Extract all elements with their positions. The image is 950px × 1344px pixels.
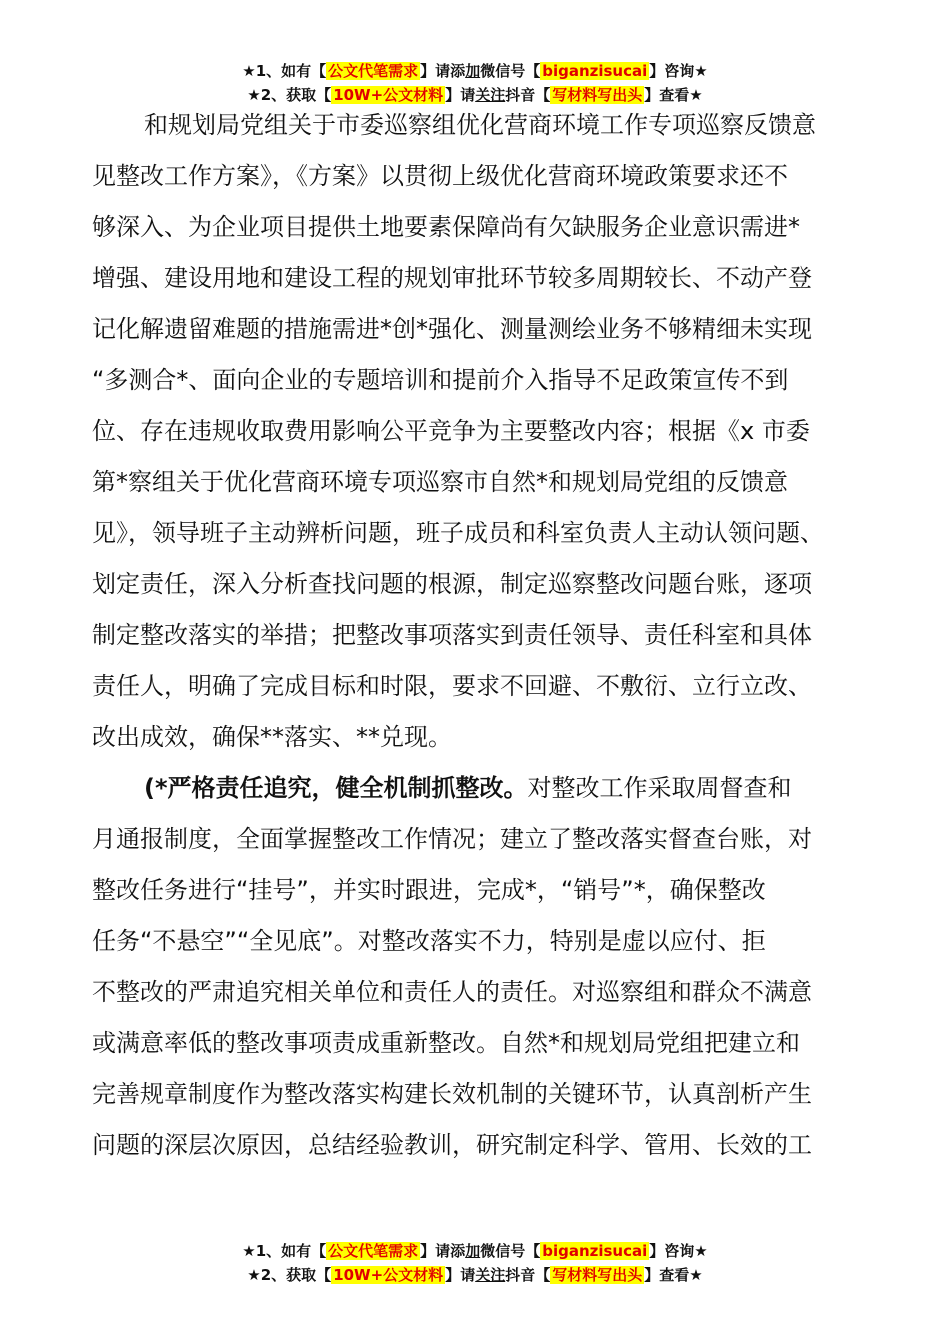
banner-text: 】请添: [420, 62, 466, 80]
banner-highlight: 10W+公文材料: [333, 86, 444, 104]
body-line: 问题的深层次原因，总结经验教训，研究制定科学、管用、长效的工: [92, 1131, 812, 1159]
banner-text: 】查看★: [644, 1266, 703, 1284]
banner-text: ★2、获取【: [247, 86, 332, 104]
banner-highlight: 公文代笔需求: [328, 62, 419, 80]
body-line: 见整改工作方案》，《方案》以贯彻上级优化营商环境政策要求还不: [92, 162, 788, 190]
banner-highlight: 写材料写出头: [552, 86, 643, 104]
body-line: 整改任务进行“挂号”，并实时跟进，完成*，“销号”*，确保整改: [92, 876, 766, 904]
banner-highlight: biganzisucai: [542, 1242, 648, 1260]
banner-underline: 加: [465, 62, 481, 80]
banner-text: ★2、获取【: [247, 1266, 332, 1284]
body-line: 够深入、为企业项目提供土地要素保障尚有欠缺服务企业意识需进*: [92, 213, 800, 241]
body-line: 改出成效，确保**落实、**兑现。: [92, 723, 452, 751]
document-body: [92, 100, 882, 1171]
banner-text: 微信号【: [480, 62, 541, 80]
banner-highlight: biganzisucai: [542, 62, 648, 80]
banner-text: 微信号【: [480, 1242, 541, 1260]
banner-text: 抖音【: [505, 1266, 551, 1284]
banner-underline: 关注: [475, 86, 506, 104]
banner-text: 】请添: [420, 1242, 466, 1260]
banner-underline: 加: [465, 1242, 481, 1260]
body-line: 完善规章制度作为整改落实构建长效机制的关键环节，认真剖析产生: [92, 1080, 812, 1108]
banner-line-1: [0, 1239, 950, 1263]
banner-text: 】咨询★: [649, 1242, 708, 1260]
body-line: 和规划局党组关于市委巡察组优化营商环境工作专项巡察反馈意: [144, 111, 816, 139]
body-line: “多测合*、面向企业的专题培训和提前介入指导不足政策宣传不到: [92, 366, 789, 394]
banner-highlight: 公文代笔需求: [328, 1242, 419, 1260]
banner-underline: 关注: [475, 1266, 506, 1284]
body-line: 记化解遗留难题的措施需进*创*强化、测量测绘业务不够精细未实现: [92, 315, 812, 343]
body-text: 对整改工作采取周督查和: [527, 774, 792, 802]
paragraph-heading: (*严格责任追究，健全机制抓整改。: [144, 774, 528, 802]
footer-banner: [0, 1239, 950, 1287]
banner-text: 】请: [445, 86, 476, 104]
banner-text: 】查看★: [644, 86, 703, 104]
paragraph-heading-line: [92, 763, 882, 814]
banner-text: ★1、如有【: [242, 1242, 327, 1260]
body-line: 增强、建设用地和建设工程的规划审批环节较多周期较长、不动产登: [92, 264, 812, 292]
banner-text: ★1、如有【: [242, 62, 327, 80]
banner-text: 】请: [445, 1266, 476, 1284]
banner-highlight: 写材料写出头: [552, 1266, 643, 1284]
body-line: 责任人，明确了完成目标和时限，要求不回避、不敷衍、立行立改、: [92, 672, 812, 700]
body-line: 见》，领导班子主动辨析问题，班子成员和科室负责人主动认领问题、: [92, 519, 824, 547]
body-line: 任务“不悬空”“全见底”。对整改落实不力，特别是虚以应付、拒: [92, 927, 766, 955]
body-line: 划定责任，深入分析查找问题的根源，制定巡察整改问题台账，逐项: [92, 570, 812, 598]
banner-text: 抖音【: [505, 86, 551, 104]
body-line: 位、存在违规收取费用影响公平竞争为主要整改内容；根据《x 市委: [92, 417, 810, 445]
body-line: 第*察组关于优化营商环境专项巡察市自然*和规划局党组的反馈意: [92, 468, 788, 496]
body-line: 制定整改落实的举措；把整改事项落实到责任领导、责任科室和具体: [92, 621, 812, 649]
body-line: 月通报制度，全面掌握整改工作情况；建立了整改落实督查台账，对: [92, 825, 812, 853]
banner-line-2: [0, 1263, 950, 1287]
banner-text: 】咨询★: [649, 62, 708, 80]
banner-line-1: [0, 59, 950, 83]
body-line: 不整改的严肃追究相关单位和责任人的责任。对巡察组和群众不满意: [92, 978, 812, 1006]
body-line: 或满意率低的整改事项责成重新整改。自然*和规划局党组把建立和: [92, 1029, 800, 1057]
banner-highlight: 10W+公文材料: [333, 1266, 444, 1284]
